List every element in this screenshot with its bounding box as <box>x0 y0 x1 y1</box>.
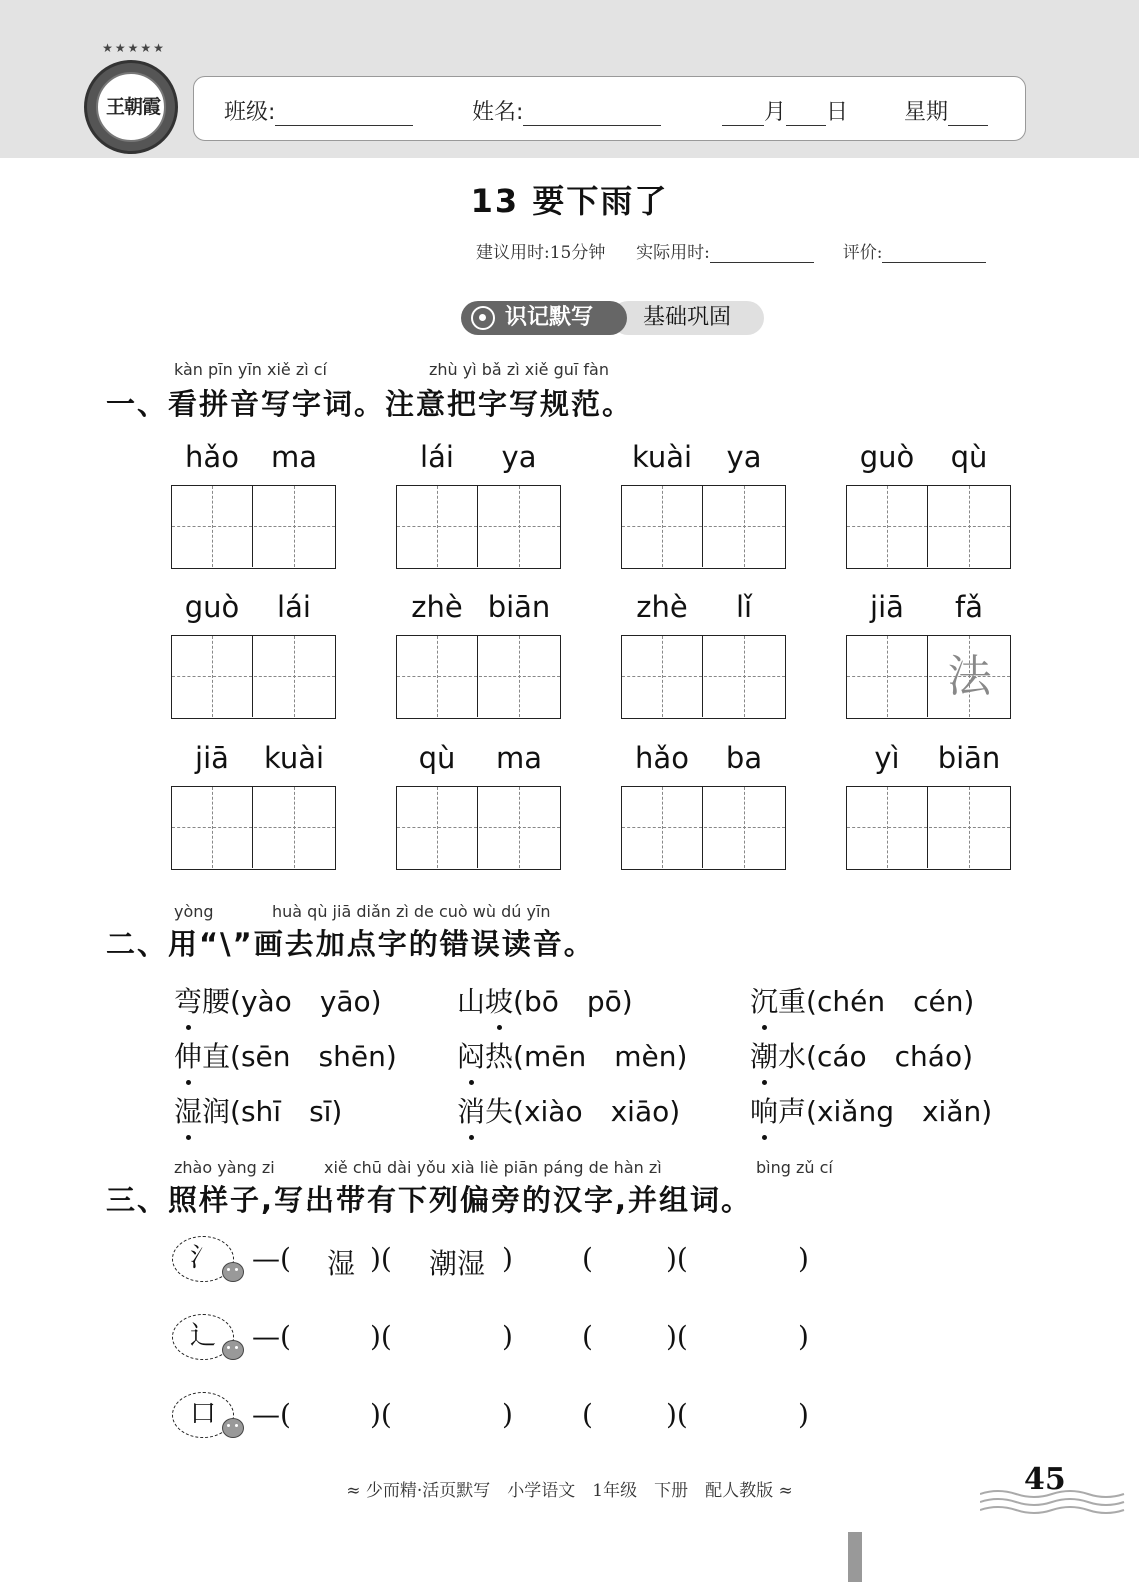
q2-reading-options[interactable]: (chén cén) <box>806 985 975 1018</box>
q3-char-slot[interactable]: 湿 <box>326 1247 355 1280</box>
q1-writing-grid <box>621 635 786 719</box>
q2-title: 二、用“\”画去加点字的错误读音。 <box>106 927 595 961</box>
q2-dotted-char: 沉 <box>750 980 778 1020</box>
q1-title: 一、看拼音写字词。注意把字写规范。 <box>106 387 634 421</box>
q1-writing-cell[interactable] <box>847 486 928 567</box>
q1-writing-cell[interactable] <box>847 787 928 868</box>
q3-answer-row: —( )( ) ( )( ) <box>252 1398 822 1438</box>
q1-pinyin-syllable: jiā <box>870 590 904 624</box>
logo-text: 王朝霞 <box>105 96 160 118</box>
footer-text: ≈ 少而精·活页默写 小学语文 1年级 下册 配人教版 ≈ <box>346 1481 793 1501</box>
q1-pinyin-syllable: qù <box>418 741 456 775</box>
q2-reading-options[interactable]: (shī sī) <box>230 1095 343 1128</box>
q2-item[interactable] <box>750 1035 973 1075</box>
q1-writing-cell[interactable] <box>254 636 335 717</box>
date-field: 月 日 <box>722 95 848 126</box>
q2-dotted-char: 潮 <box>750 1035 778 1075</box>
q2-char: 腰 <box>202 985 231 1018</box>
name-field: 姓名: <box>472 95 661 126</box>
q1-writing-grid <box>396 635 561 719</box>
q2-dotted-char: 伸 <box>174 1035 202 1075</box>
q1-writing-cell[interactable] <box>847 636 928 717</box>
q1-pinyin-syllable: guò <box>859 440 915 474</box>
q1-pinyin-b: zhù yì bǎ zì xiě guī fàn <box>429 360 609 379</box>
q1-writing-cell[interactable] <box>172 486 253 567</box>
q1-example-char: 法 <box>947 651 992 702</box>
rating-label: 评价: <box>842 243 883 263</box>
q1-writing-grid <box>846 635 1011 719</box>
actual-time-input-line[interactable] <box>710 245 814 263</box>
class-field: 班级: <box>224 95 413 126</box>
q3-pinyin-b: xiě chū dài yǒu xià liè piān páng de hàn zì <box>324 1158 662 1177</box>
q1-pinyin-syllable: kuài <box>263 741 325 775</box>
q2-pinyin-a: yòng <box>174 902 214 921</box>
q2-item[interactable] <box>457 980 633 1020</box>
class-input-line[interactable] <box>275 104 413 126</box>
q1-pinyin-syllable: biān <box>937 741 1001 775</box>
q1-writing-cell[interactable] <box>397 787 478 868</box>
q2-reading-options[interactable]: (bō pō) <box>513 985 633 1018</box>
medal-icon <box>471 306 495 330</box>
month-input-line[interactable] <box>722 104 764 126</box>
q1-writing-cell[interactable] <box>622 636 703 717</box>
q3-char-slot[interactable] <box>316 1320 366 1356</box>
q1-writing-grid <box>396 786 561 870</box>
q3-word-slot[interactable] <box>702 1398 792 1434</box>
q2-item[interactable] <box>750 980 974 1020</box>
suggested-time: 建议用时:15分钟 <box>476 243 606 263</box>
q1-writing-grid <box>621 485 786 569</box>
q2-char: 重 <box>778 985 807 1018</box>
page-edge-tab <box>848 1532 862 1582</box>
page-number: 45 <box>1024 1462 1066 1497</box>
q2-item[interactable] <box>174 980 382 1020</box>
q2-dotted-char: 响 <box>750 1090 778 1130</box>
weekday-field: 星期 <box>904 95 988 126</box>
q1-writing-grid <box>171 635 336 719</box>
q1-pinyin-syllable: lǐ <box>735 590 753 624</box>
time-line <box>476 238 986 263</box>
q1-pinyin-syllable: zhè <box>636 590 688 624</box>
q1-writing-cell[interactable] <box>172 636 253 717</box>
q1-writing-cell[interactable] <box>172 787 253 868</box>
q3-word-slot[interactable] <box>702 1242 792 1278</box>
q1-writing-cell[interactable] <box>254 486 335 567</box>
q3-word-slot[interactable] <box>412 1320 502 1356</box>
q1-writing-grid <box>396 485 561 569</box>
q2-item[interactable] <box>750 1090 992 1130</box>
q1-pinyin-syllable: hǎo <box>185 440 239 474</box>
q2-item[interactable] <box>457 1090 680 1130</box>
badge-memorize: 识记默写 <box>461 301 627 335</box>
q3-word-slot[interactable] <box>702 1320 792 1356</box>
q2-pinyin-b: huà qù jiā diǎn zì de cuò wù dú yīn <box>272 902 551 921</box>
q2-item[interactable] <box>457 1035 687 1075</box>
day-input-line[interactable] <box>786 104 826 126</box>
q3-char-slot[interactable] <box>602 1320 662 1356</box>
q1-writing-grid <box>846 485 1011 569</box>
q1-writing-grid <box>171 485 336 569</box>
q1-writing-grid <box>171 786 336 870</box>
q1-writing-cell[interactable] <box>929 486 1010 567</box>
q2-char: 声 <box>778 1095 807 1128</box>
q1-writing-cell[interactable] <box>704 486 785 567</box>
q1-writing-cell[interactable] <box>929 787 1010 868</box>
q3-title: 三、照样子,写出带有下列偏旁的汉字,并组词。 <box>106 1183 753 1217</box>
q3-answer-row: —( )( ) ( )( ) 湿 潮湿 <box>252 1242 809 1280</box>
q1-pinyin-syllable: hǎo <box>635 741 689 775</box>
wave-decoration-icon <box>980 1488 1130 1518</box>
q1-pinyin-syllable: jiā <box>195 741 229 775</box>
q1-writing-cell[interactable] <box>929 636 1010 717</box>
q2-char: 失 <box>485 1095 514 1128</box>
q1-writing-cell[interactable] <box>704 636 785 717</box>
q2-dotted-char: 弯 <box>174 980 202 1020</box>
q2-char: 山 <box>457 985 486 1018</box>
q1-writing-cell[interactable] <box>397 636 478 717</box>
q2-reading-options[interactable]: (xiào xiāo) <box>513 1095 681 1128</box>
q3-radical: 氵 <box>172 1236 234 1282</box>
q1-writing-cell[interactable] <box>479 636 560 717</box>
brand-logo <box>84 41 178 154</box>
actual-time-label: 实际用时: <box>636 243 710 263</box>
q1-pinyin-syllable: ba <box>725 741 763 775</box>
q2-reading-options[interactable]: (cáo cháo) <box>806 1040 973 1073</box>
q2-dotted-char: 湿 <box>174 1090 202 1130</box>
q3-word-slot[interactable]: 潮湿 <box>428 1247 485 1280</box>
weekday-input-line[interactable] <box>948 104 988 126</box>
q1-pinyin-syllable: ma <box>495 741 543 775</box>
q3-char-slot[interactable] <box>602 1242 662 1278</box>
q1-writing-cell[interactable] <box>622 486 703 567</box>
q3-pinyin-a: zhào yàng zi <box>174 1158 275 1177</box>
q1-writing-cell[interactable] <box>622 787 703 868</box>
q2-reading-options[interactable]: (mēn mèn) <box>513 1040 688 1073</box>
q2-item[interactable] <box>174 1035 397 1075</box>
q1-pinyin-syllable: ya <box>726 440 762 474</box>
q2-reading-options[interactable]: (sēn shēn) <box>230 1040 397 1073</box>
q1-writing-grid <box>846 786 1011 870</box>
q1-pinyin-syllable: ya <box>501 440 537 474</box>
name-input-line[interactable] <box>523 104 661 126</box>
q3-pinyin-c: bìng zǔ cí <box>756 1158 833 1177</box>
q2-char: 水 <box>778 1040 807 1073</box>
q3-char-slot[interactable] <box>316 1398 366 1434</box>
q1-pinyin-syllable: yì <box>874 741 900 775</box>
q1-pinyin-syllable: qù <box>950 440 988 474</box>
q1-pinyin-syllable: ma <box>270 440 318 474</box>
q1-pinyin-syllable: biān <box>487 590 551 624</box>
q1-pinyin-syllable: guò <box>184 590 240 624</box>
rating-input-line[interactable] <box>882 245 986 263</box>
q3-radical: 辶 <box>172 1314 234 1360</box>
student-info-box <box>193 76 1026 141</box>
q1-writing-cell[interactable] <box>704 787 785 868</box>
q1-pinyin-syllable: lái <box>277 590 311 624</box>
badge-foundation: 基础巩固 <box>611 301 764 335</box>
q1-writing-cell[interactable] <box>479 486 560 567</box>
q3-radical: 口 <box>172 1392 234 1438</box>
q3-word-slot[interactable] <box>412 1398 502 1434</box>
q3-answer-row: —( )( ) ( )( ) <box>252 1320 822 1360</box>
lesson-title: 13 要下雨了 <box>470 182 669 220</box>
q2-dotted-char: 闷 <box>457 1035 485 1075</box>
section-badge <box>461 301 764 335</box>
bug-mascot-icon <box>222 1262 244 1282</box>
bug-mascot-icon <box>222 1418 244 1438</box>
q1-writing-cell[interactable] <box>397 486 478 567</box>
q1-pinyin-a: kàn pīn yīn xiě zì cí <box>174 360 327 379</box>
bug-mascot-icon <box>222 1340 244 1360</box>
q1-pinyin-syllable: fǎ <box>955 590 983 624</box>
q2-dotted-char: 坡 <box>485 980 513 1020</box>
q2-char: 热 <box>485 1040 514 1073</box>
q2-item[interactable] <box>174 1090 342 1130</box>
q1-pinyin-syllable: kuài <box>631 440 693 474</box>
q1-writing-cell[interactable] <box>479 787 560 868</box>
q2-dotted-char: 消 <box>457 1090 485 1130</box>
q3-char-slot[interactable] <box>602 1398 662 1434</box>
q1-writing-grid <box>621 786 786 870</box>
q2-reading-options[interactable]: (yào yāo) <box>230 985 382 1018</box>
q2-char: 直 <box>202 1040 231 1073</box>
q2-char: 润 <box>202 1095 231 1128</box>
q1-writing-cell[interactable] <box>254 787 335 868</box>
q1-pinyin-syllable: zhè <box>411 590 463 624</box>
q2-reading-options[interactable]: (xiǎng xiǎn) <box>806 1095 993 1128</box>
q1-pinyin-syllable: lái <box>420 440 454 474</box>
logo-stars-icon: ★★★★★ <box>102 41 166 55</box>
